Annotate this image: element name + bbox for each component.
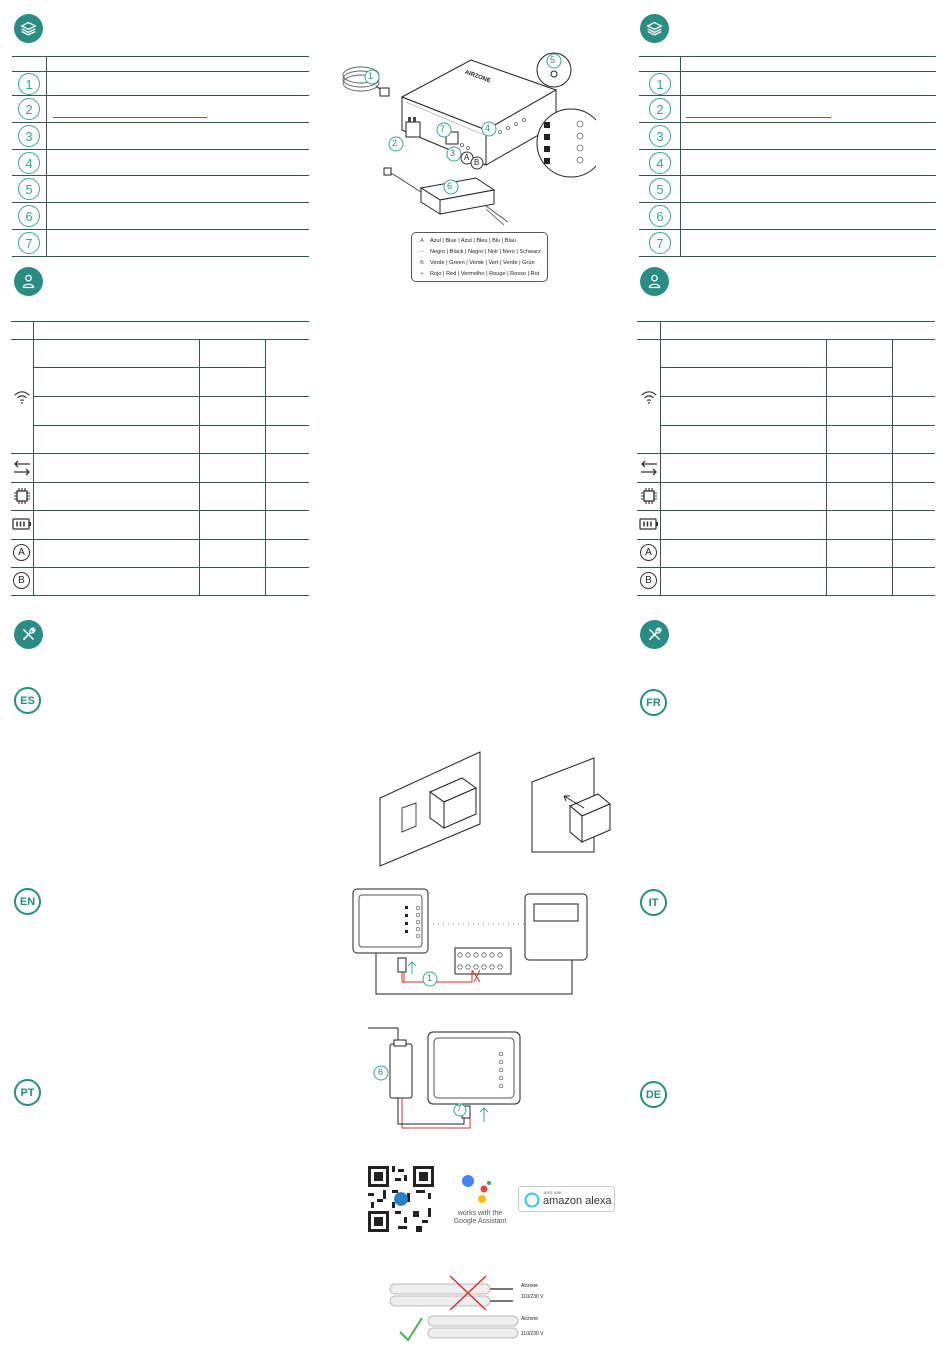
component-number: 5 — [649, 178, 671, 200]
manual-link[interactable] — [53, 117, 207, 118]
alexa-small-text: JUST ASK — [543, 1190, 562, 1195]
language-en-icon: EN — [14, 888, 41, 915]
language-es-icon: ES — [14, 687, 41, 714]
communication-arrows-icon — [639, 458, 659, 478]
wiring-diagram — [350, 886, 590, 998]
component-number: 5 — [18, 178, 40, 200]
cable-voltage-top: 110/230 V — [521, 1294, 544, 1300]
component-number: 2 — [18, 98, 40, 120]
led-b-icon: B — [640, 572, 657, 589]
alexa-big-text: amazon alexa — [543, 1195, 612, 1207]
callout-3: 3 — [450, 148, 456, 158]
legend-symbol: + — [420, 271, 424, 277]
terminal-a: A — [464, 153, 470, 162]
chip-icon — [12, 486, 32, 506]
battery-icon — [12, 514, 32, 534]
google-assistant-badge[interactable] — [444, 1172, 516, 1232]
battery-icon — [639, 514, 659, 534]
layers-icon — [14, 14, 43, 43]
component-number: 4 — [649, 152, 671, 174]
qr-code[interactable] — [368, 1166, 434, 1232]
tools-icon — [14, 620, 43, 649]
cable-brand-bottom: Airzone — [521, 1316, 538, 1322]
component-number: 2 — [649, 98, 671, 120]
communication-arrows-icon — [12, 458, 32, 478]
component-number: 4 — [18, 152, 40, 174]
language-pt-icon: PT — [14, 1079, 41, 1106]
callout-6: 6 — [447, 181, 453, 191]
legend-symbol: B — [420, 260, 424, 266]
wifi-icon — [639, 387, 659, 407]
legend-text: Azul | Blue | Azul | Bleu | Blu | Blau — [430, 238, 516, 244]
terminal-b: B — [474, 158, 480, 167]
google-badge-line1: works with the — [457, 1210, 503, 1217]
legend-text: Negro | Black | Negro | Noir | Nero | Schwarz — [430, 249, 541, 255]
google-badge-line2: Google Assistant — [453, 1218, 507, 1225]
component-number: 7 — [649, 232, 671, 254]
wiring-callout-1: 1 — [427, 973, 433, 983]
brand-logo: AIRZONE — [463, 69, 492, 85]
wifi-icon — [12, 387, 32, 407]
language-fr-icon: FR — [640, 689, 667, 716]
callout-4: 4 — [485, 123, 491, 133]
component-number: 3 — [649, 125, 671, 147]
amazon-alexa-badge[interactable] — [518, 1186, 615, 1212]
led-b-icon: B — [13, 572, 30, 589]
component-number: 1 — [649, 73, 671, 95]
language-de-icon: DE — [640, 1081, 667, 1108]
user-manual-icon — [14, 267, 43, 296]
power-callout-7: 7 — [457, 1104, 462, 1113]
product-diagram — [336, 50, 596, 230]
layers-icon — [640, 14, 669, 43]
chip-icon — [639, 486, 659, 506]
callout-2: 2 — [392, 138, 398, 148]
wire-color-legend — [411, 232, 548, 282]
callout-7: 7 — [440, 124, 446, 134]
language-it-icon: IT — [640, 889, 667, 916]
led-a-icon: A — [13, 544, 30, 561]
user-manual-icon — [640, 267, 669, 296]
power-callout-6: 6 — [378, 1067, 384, 1077]
wall-mounting-illustration — [372, 748, 612, 868]
callout-5: 5 — [550, 55, 556, 65]
cable-brand-top: Airzone — [521, 1283, 538, 1289]
tools-icon — [640, 620, 669, 649]
power-supply-diagram — [366, 1024, 526, 1134]
cable-voltage-bottom: 110/230 V — [521, 1331, 544, 1337]
component-number: 7 — [18, 232, 40, 254]
callout-1: 1 — [368, 71, 374, 81]
component-number: 1 — [18, 73, 40, 95]
manual-link[interactable] — [686, 117, 831, 118]
cable-separation-illustration — [388, 1274, 558, 1344]
component-number: 3 — [18, 125, 40, 147]
legend-text: Verde | Green | Verde | Vert | Verde | Grün — [430, 260, 535, 266]
led-a-icon: A — [640, 544, 657, 561]
component-number: 6 — [649, 205, 671, 227]
legend-symbol: – — [420, 249, 424, 255]
legend-symbol: A — [420, 238, 424, 244]
component-number: 6 — [18, 205, 40, 227]
legend-text: Rojo | Red | Vermelho | Rouge | Rosso | Rot — [430, 271, 540, 277]
